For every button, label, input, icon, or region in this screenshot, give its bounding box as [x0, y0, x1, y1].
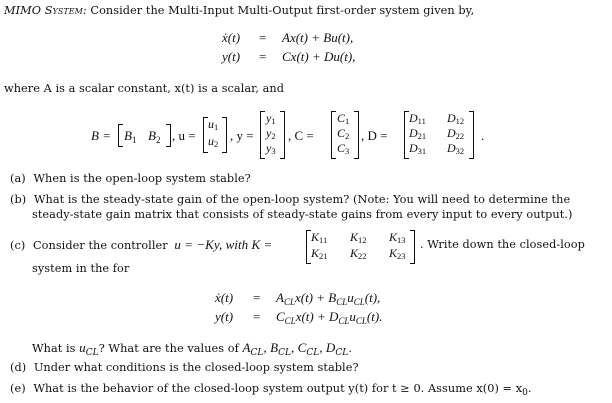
B-entry-2: $B_2$	[148, 128, 161, 145]
D-entry-12: $D_{12}$	[447, 111, 465, 126]
D-bracket-right	[469, 111, 474, 159]
K-entry-22: $K_{22}$	[350, 246, 367, 261]
intro-line	[4, 4, 474, 18]
K-entry-21: $K_{21}$	[311, 246, 328, 261]
C-label: , C =	[288, 128, 314, 143]
state-eq-lhs2: y(t)	[222, 49, 241, 64]
u-label: , u =	[172, 128, 196, 143]
y-entry-2: $y_2$	[266, 126, 276, 141]
question-c-text-pre: Consider the controller	[32, 239, 168, 252]
D-label: , D =	[361, 128, 388, 143]
y-entry-1: $y_1$	[266, 111, 276, 126]
y-entry-3: $y_3$	[266, 141, 276, 156]
question-c-text-2: system in the for	[32, 262, 130, 275]
K-bracket-right	[410, 230, 415, 264]
B-entry-1: $B_1$	[124, 128, 137, 145]
B-bracket-left	[118, 124, 123, 147]
state-eq-rhs1: Ax(t) + Bu(t),	[282, 30, 354, 45]
question-b	[10, 193, 570, 207]
question-e-label: (e)	[10, 382, 26, 395]
where-line: where A is a scalar constant, x(t) is a scalar, and	[4, 82, 285, 95]
K-entry-12: $K_{12}$	[350, 230, 367, 245]
question-e: (e) What is the behavior of the closed-loop system output y(t) for t ≥ 0. Assume $x(0) = x_0$.	[10, 382, 532, 398]
u-entry-2: $u_2$	[208, 134, 219, 149]
K-entry-23: $K_{23}$	[389, 246, 406, 261]
intro-title: MIMO System:	[4, 4, 87, 17]
cl-eq-eq2: =	[253, 309, 261, 324]
question-b-label: (b)	[10, 193, 27, 206]
state-eq-eq2: =	[259, 49, 267, 64]
D-entry-21: $D_{21}$	[409, 126, 427, 141]
question-e-text: What is the behavior of the closed-loop system output y(t) for t ≥ 0. Assume x(0) = x	[33, 382, 523, 395]
question-c-label: (c)	[10, 239, 26, 252]
matrix-line-end: .	[481, 128, 485, 143]
C-entry-1: $C_1$	[337, 111, 350, 126]
state-eq-lhs1: ẋ(t)	[222, 30, 241, 45]
question-a-text: When is the open-loop system stable?	[33, 172, 251, 185]
question-c-law: u = −Ky, with K =	[174, 237, 273, 252]
cl-eq-lhs2: y(t)	[215, 309, 234, 324]
y-bracket-left	[260, 111, 265, 159]
intro-text: Consider the Multi-Input Multi-Output first-order system given by,	[90, 4, 475, 17]
question-d-label: (d)	[10, 361, 27, 374]
D-entry-11: $D_{11}$	[409, 111, 426, 126]
C-entry-3: $C_3$	[337, 141, 350, 156]
question-c-line-1	[10, 238, 272, 253]
state-eq-eq1: =	[259, 30, 267, 45]
u-bracket-right	[222, 117, 227, 153]
question-a	[10, 172, 251, 186]
C-bracket-left	[331, 111, 336, 159]
question-d	[10, 361, 359, 375]
question-b-text-2: steady-state gain matrix that consists of steady-state gains from every input to every output.)	[32, 208, 573, 221]
C-bracket-right	[354, 111, 359, 159]
C-entry-2: $C_2$	[337, 126, 350, 141]
question-c-text-post: . Write down the closed-loop	[420, 238, 585, 251]
D-entry-22: $D_{22}$	[447, 126, 465, 141]
cl-eq-lhs1: ẋ(t)	[215, 290, 234, 305]
cl-eq-rhs1: $A_{CL}x(t) + B_{CL}u_{CL}(t)$,	[276, 290, 381, 307]
question-a-label: (a)	[10, 172, 26, 185]
B-bracket-right	[166, 124, 171, 147]
D-entry-31: $D_{31}$	[409, 141, 427, 156]
state-eq-rhs2: Cx(t) + Du(t),	[282, 49, 356, 64]
question-d-text: Under what conditions is the closed-loop system stable?	[33, 361, 359, 374]
question-c-followup: What is $u_{CL}$? What are the values of $A_{CL}$, $B_{CL}$, $C_{CL}$, $D_{CL}$.	[32, 340, 352, 358]
B-label: B =	[91, 128, 111, 143]
K-entry-13: $K_{13}$	[389, 230, 406, 245]
question-b-text-1: What is the steady-state gain of the open-loop system? (Note: You will need to determine the	[33, 193, 571, 206]
D-entry-32: $D_{32}$	[447, 141, 465, 156]
u-entry-1: $u_1$	[208, 117, 219, 132]
cl-eq-eq1: =	[253, 290, 261, 305]
cl-eq-rhs2: $C_{CL}x(t) + D_{CL}u_{CL}(t)$.	[276, 309, 383, 326]
y-label: , y =	[230, 128, 254, 143]
y-bracket-right	[280, 111, 285, 159]
K-entry-11: $K_{11}$	[311, 230, 328, 245]
